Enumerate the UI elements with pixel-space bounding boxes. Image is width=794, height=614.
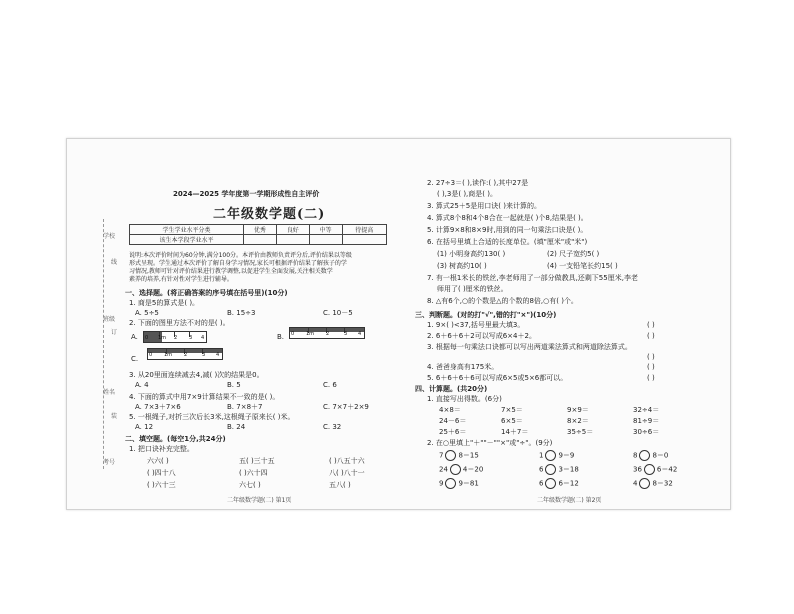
- score-cell: 良好: [276, 225, 309, 235]
- option: A. 5÷5: [135, 309, 159, 317]
- calc-item: 25＋6＝: [439, 428, 467, 436]
- calc-item: 8×2＝: [567, 417, 589, 425]
- operator-blank[interactable]: [545, 464, 556, 475]
- koujue-item: ( )六十三: [147, 481, 176, 489]
- calc-item: 81÷9＝: [633, 417, 660, 425]
- koujue-item: 五八( ): [329, 481, 351, 489]
- fill-question: (3) 树高约10( ): [437, 262, 487, 270]
- fill-question: (4) 一支铅笔长约15( ): [547, 262, 618, 270]
- option: C. 7×7＋2×9: [323, 403, 369, 411]
- question: 2. 在○里填上"＋""－""×"或"÷"。(9分): [427, 439, 553, 447]
- operator-item: 4 8＝32: [633, 479, 673, 488]
- note-line: 形式呈现。学生通过本次评价了解自身学习情况,家长可根据评价结果了解孩子的学: [129, 260, 347, 267]
- judge-question: 5. 6＋6＋6＋6可以写成6×5或5×6都可以。: [427, 374, 568, 382]
- operator-blank[interactable]: [545, 478, 556, 489]
- judge-answer[interactable]: ( ): [647, 321, 655, 329]
- operator-item: 8 8＝0: [633, 451, 669, 460]
- score-cell[interactable]: [276, 235, 309, 245]
- score-cell[interactable]: [309, 235, 342, 245]
- option: B. 24: [227, 423, 246, 431]
- operator-blank[interactable]: [445, 450, 456, 461]
- option: A. 7×3＋7×6: [135, 403, 181, 411]
- operator-blank[interactable]: [545, 450, 556, 461]
- fill-question: ( ),3是( ),商是( )。: [437, 190, 497, 198]
- header-year: 2024—2025 学年度第一学期形成性自主评价: [173, 190, 320, 198]
- operator-blank[interactable]: [644, 464, 655, 475]
- operator-blank[interactable]: [639, 478, 650, 489]
- fill-question: (2) 尺子宽约5( ): [547, 250, 600, 258]
- calc-item: 24－6＝: [439, 417, 467, 425]
- fill-question: 8. △有6个,○的个数是△的个数的8倍,○有( )个。: [427, 297, 578, 305]
- calc-item: 4×8＝: [439, 406, 461, 414]
- score-cell[interactable]: [342, 235, 386, 245]
- side-label: 班级: [103, 316, 116, 323]
- judge-answer[interactable]: ( ): [647, 353, 655, 361]
- fill-question: 4. 算式8个8和4个8合在一起就是( )个8,结果是( )。: [427, 214, 588, 222]
- score-cell: 待提高: [342, 225, 386, 235]
- score-cell: 学生学业水平分类: [130, 225, 244, 235]
- question: 2. 下面的图里方法不对的是( )。: [129, 319, 230, 327]
- fill-question: 6. 在括号里填上合适的长度单位。(填"厘米"或"米"): [427, 238, 588, 246]
- koujue-item: ( )八五十六: [329, 457, 365, 465]
- ruler-figure: 0 1m 2 3 4: [147, 348, 223, 360]
- fill-question: (1) 小明身高约130( ): [437, 250, 506, 258]
- fill-question: 3. 算式25＋5是用口诀( )来计算的。: [427, 202, 541, 210]
- operator-item: 6 6＝12: [539, 479, 579, 488]
- side-label: 姓名: [103, 389, 116, 396]
- question: 1. 直接写出得数。(6分): [427, 395, 502, 403]
- page-title: 二年级数学题(二): [213, 207, 326, 222]
- option: C. 10－5: [323, 309, 353, 317]
- fill-question: 师用了( )厘米的铁丝。: [437, 285, 508, 293]
- option: A. 4: [135, 381, 149, 389]
- side-label: 学校: [103, 233, 116, 240]
- binding-line: [103, 219, 105, 469]
- question: 4. 下面的算式中用7×9计算结果不一致的是( )。: [129, 393, 280, 401]
- operator-blank[interactable]: [639, 450, 650, 461]
- koujue-item: 八( )八十一: [329, 469, 365, 477]
- score-table: [129, 224, 387, 245]
- option: C. 6: [323, 381, 337, 389]
- question: 3. 从20里面连续减去4,减( )次的结果是0。: [129, 371, 264, 379]
- note-line: 习情况,教师可针对评价结果进行教学调整,以促进学生全面发展,关注相关数学: [129, 268, 333, 275]
- section-title: 四、计算题。(共20分): [415, 385, 488, 393]
- fill-question: 2. 27÷3＝( ),读作:( ),其中27是: [427, 179, 529, 187]
- question: 1. 商是5的算式是( )。: [129, 299, 200, 307]
- ruler-figure: 0 1m 2 3 4: [289, 327, 365, 339]
- note-line: 素养的培养,有针对性对学生进行辅导。: [129, 276, 233, 283]
- fill-question: 5. 计算9×8和8×9时,用到的同一句乘法口诀是( )。: [427, 226, 588, 234]
- calc-item: 7×5＝: [501, 406, 523, 414]
- operator-item: 24 4＝20: [439, 465, 484, 474]
- page-footer: 二年级数学题(二) 第2页: [537, 497, 602, 504]
- koujue-item: ( )六十四: [239, 469, 268, 477]
- operator-blank[interactable]: [445, 478, 456, 489]
- judge-answer[interactable]: ( ): [647, 363, 655, 371]
- option: B. 7×8＋7: [227, 403, 263, 411]
- option: B. 15÷3: [227, 309, 256, 317]
- side-label: 装: [111, 413, 118, 420]
- option: C.: [131, 355, 139, 363]
- section-title: 一、选择题。(将正确答案的序号填在括号里)(10分): [125, 289, 288, 297]
- koujue-item: 六六( ): [147, 457, 169, 465]
- operator-blank[interactable]: [450, 464, 461, 475]
- judge-question: 4. 爸爸身高有175米。: [427, 363, 499, 371]
- operator-item: 7 8＝15: [439, 451, 479, 460]
- score-cell: 优秀: [243, 225, 276, 235]
- calc-item: 35÷5＝: [567, 428, 594, 436]
- side-label: 线: [111, 259, 118, 266]
- option: C. 32: [323, 423, 342, 431]
- section-title: 三、判断题。(对的打"√",错的打"×")(10分): [415, 311, 557, 319]
- operator-item: 9 9＝81: [439, 479, 479, 488]
- option: A.: [131, 333, 138, 341]
- calc-item: 32÷4＝: [633, 406, 660, 414]
- operator-item: 6 3＝18: [539, 465, 579, 474]
- calc-item: 9×9＝: [567, 406, 589, 414]
- option: B. 5: [227, 381, 241, 389]
- question: 1. 把口诀补充完整。: [129, 445, 194, 453]
- calc-item: 14＋7＝: [501, 428, 529, 436]
- koujue-item: 五( )三十五: [239, 457, 275, 465]
- operator-item: 1 9＝9: [539, 451, 575, 460]
- exam-sheet: [66, 138, 731, 510]
- score-cell[interactable]: [243, 235, 276, 245]
- question: 5. 一根绳子,对折三次后长3米,这根绳子原来长( )米。: [129, 413, 295, 421]
- judge-answer[interactable]: ( ): [647, 374, 655, 382]
- ruler-figure: 0 1m 2 3 4: [143, 331, 207, 343]
- side-label: 考号: [103, 459, 116, 466]
- calc-item: 6×5＝: [501, 417, 523, 425]
- judge-question: 1. 9×( )<37,括号里最大填3。: [427, 321, 525, 329]
- koujue-item: 六七( ): [239, 481, 261, 489]
- calc-item: 30÷6＝: [633, 428, 660, 436]
- fill-question: 7. 有一根1米长的铁丝,李老师用了一部分做教具,还剩下55厘米,李老: [427, 274, 638, 282]
- side-label: 订: [111, 329, 118, 336]
- judge-answer[interactable]: ( ): [647, 332, 655, 340]
- note-line: 说明:本次评价时间为60分钟,满分100分。本评价由教师负责评分后,评价结果以等级: [129, 252, 352, 259]
- option: B.: [277, 333, 285, 341]
- koujue-item: ( )四十八: [147, 469, 176, 477]
- page-footer: 二年级数学题(二) 第1页: [227, 497, 292, 504]
- score-cell: 该生本学段学业水平: [130, 235, 244, 245]
- judge-question: 3. 根据每一句乘法口诀都可以写出两道乘法算式和两道除法算式。: [427, 343, 632, 351]
- judge-question: 2. 6＋6＋6＋2可以写成6×4＋2。: [427, 332, 536, 340]
- option: A. 12: [135, 423, 154, 431]
- section-title: 二、填空题。(每空1分,共24分): [125, 435, 226, 443]
- score-cell: 中等: [309, 225, 342, 235]
- operator-item: 36 6＝42: [633, 465, 678, 474]
